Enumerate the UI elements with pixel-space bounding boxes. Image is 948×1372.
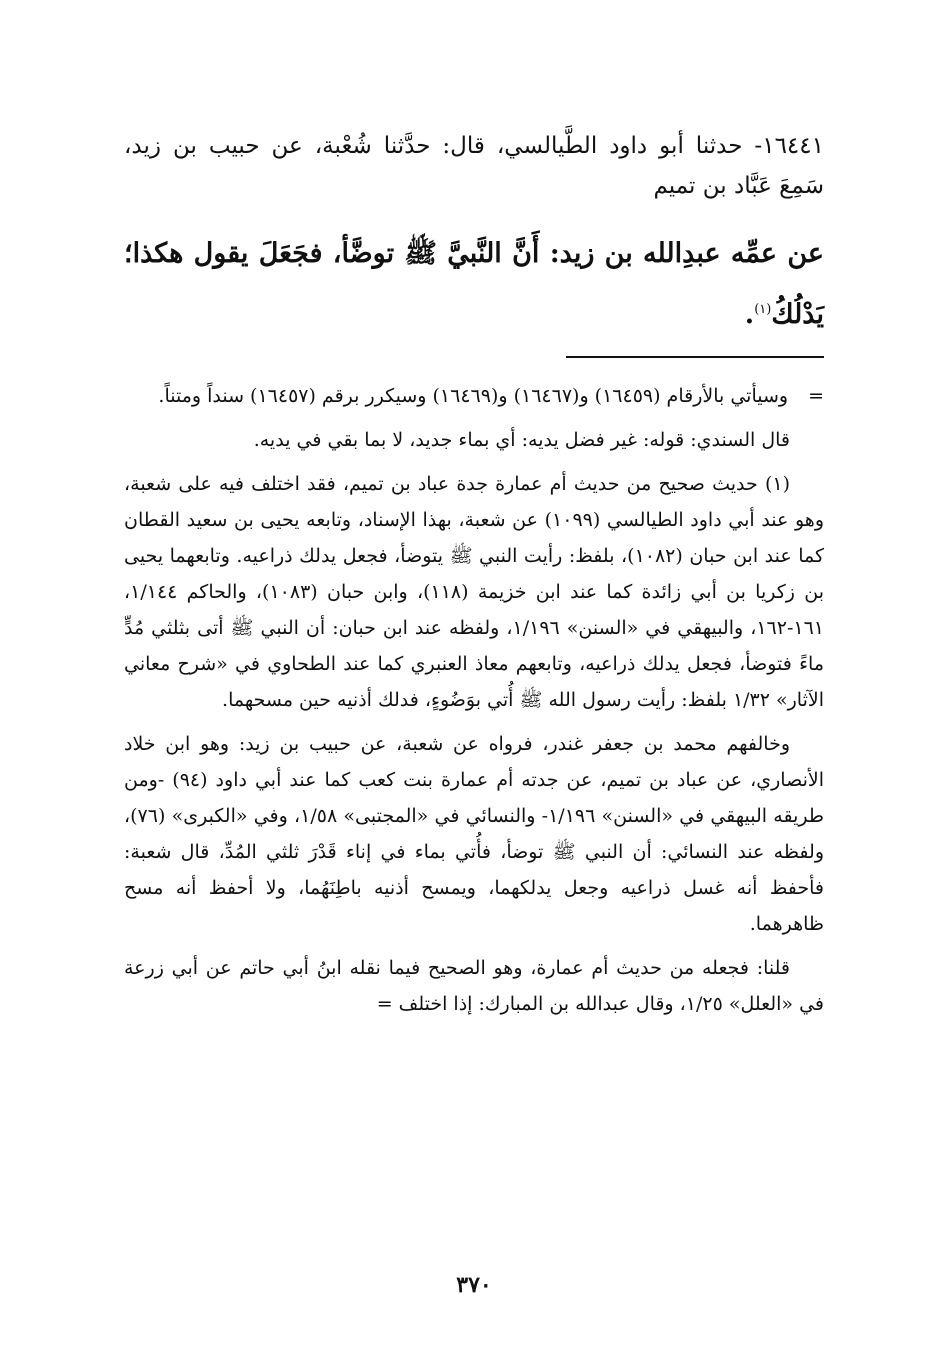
footnote-continuation-text: وسيأتي بالأرقام (١٦٤٥٩) و(١٦٤٦٧) و(١٦٤٦٩) وسيكرر برقم (١٦٤٥٧) سنداً ومتناً. xyxy=(158,385,789,407)
hadith-chain-text: ١٦٤٤١- حدثنا أبو داود الطَّيالسي، قال: حدَّثنا شُعْبة، عن حبيب بن زيد، سَمِعَ عَبَّاد بن تميم xyxy=(124,133,824,199)
continuation-mark: = xyxy=(808,385,824,407)
footnote-separator xyxy=(566,356,824,358)
hadith-text-body: عن عمِّه عبدِالله بن زيد: أَنَّ النَّبيَّ ﷺ توضَّأ، فجَعَلَ يقول هكذا؛ يَدْلُكُ xyxy=(124,238,824,330)
footnote-continuation xyxy=(124,378,824,414)
footnote-sindi: قال السندي: قوله: غير فضل يديه: أي بماء جديد، لا بما بقي في يديه. xyxy=(253,429,790,451)
footnote-1-paragraph-1: (١) حديث صحيح من حديث أم عمارة جدة عباد بن تميم، فقد اختلف فيه على شعبة، وهو عند أبي داود الطيالسي (١٠٩٩) عن شعبة، بهذا الإسناد، وتابعه يحيى بن سعيد القطان كما عند ابن حبان (١٠٨٢)، بلفظ: رأيت النبي ﷺ يتوضأ، فجعل يدلك ذراعيه. وتابعهما يحيى بن زكريا بن أبي زائدة كما عند ابن خزيمة (١١٨)، وابن حبان (١٠٨٣)، والحاكم ١/١٤٤، ١٦١-١٦٢، والبيهقي في «السنن» ١/١٩٦، ولفظه عند ابن حبان: أن النبي ﷺ أتى بثلثي مُدٍّ ماءً فتوضأ، فجعل يدلك ذراعيه، وتابعهم معاذ العنبري كما عند الطحاوي في «شرح معاني الآثار» ١/٣٢ بلفظ: رأيت رسول الله ﷺ أُتي بوَضُوءٍ، فدلك أذنيه حين مسحهما. xyxy=(124,473,825,711)
footnote-1-paragraph-2: وخالفهم محمد بن جعفر غندر، فرواه عن شعبة، عن حبيب بن زيد: وهو ابن خلاد الأنصاري، عن عباد بن تميم، عن جدته أم عمارة بنت كعب كما عند أبي داود (٩٤) -ومن طريقه البيهقي في «السنن» ١/١٩٦- والنسائي في «المجتبى» ١/٥٨، وفي «الكبرى» (٧٦)، ولفظه عند النسائي: أن النبي ﷺ توضأ، فأُتي بماء في إناء قَدْرَ ثلثي المُدِّ، قال شعبة: فأحفظ أنه غسل ذراعيه وجعل يدلكهما، ويمسح أذنيه باطِنَهُما، ولا أحفظ أنه مسح ظاهرهما. xyxy=(124,733,824,935)
footnotes xyxy=(124,378,824,1030)
footnote-1-paragraph-3: قلنا: فجعله من حديث أم عمارة، وهو الصحيح فيما نقله ابنُ أبي حاتم عن أبي زرعة في «العلل» ١/٢٥، وقال عبدالله بن المبارك: إذا اختلف = xyxy=(124,957,824,1015)
page-number: ٣٧٠ xyxy=(456,1272,492,1298)
hadith-chain xyxy=(124,126,824,206)
hadith-text xyxy=(124,226,824,343)
footnote-reference: (١) xyxy=(754,302,772,317)
hadith-text-end: . xyxy=(744,299,755,330)
